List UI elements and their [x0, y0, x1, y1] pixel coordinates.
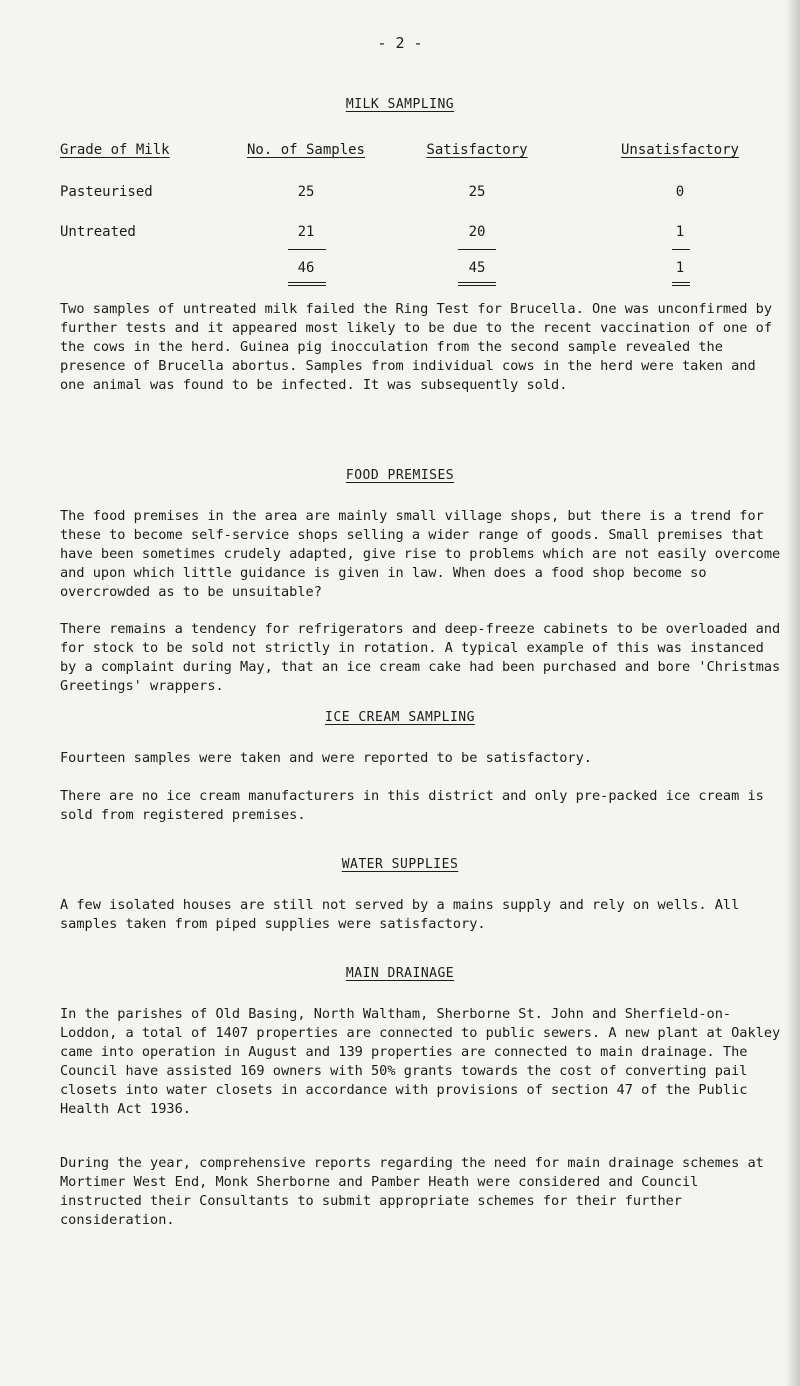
- table-row: [60, 184, 760, 204]
- ice-cream-paragraph: Fourteen samples were taken and were reported to be satisfactory.: [60, 750, 592, 766]
- subtotal-rule: [288, 249, 326, 250]
- total-double-rule: [672, 285, 690, 286]
- main-drainage-paragraph: During the year, comprehensive reports regarding the need for main drainage schemes at Mortimer West End, Monk Sherborne and Pamber Heath were considered and Council instructed their Consultants to submit appropriate schemes for their further consideration.: [60, 1155, 764, 1228]
- column-header-samples: No. of Samples: [246, 142, 365, 158]
- satisfactory-cell: 25: [468, 184, 486, 200]
- milk-sampling-heading: MILK SAMPLING: [345, 97, 455, 112]
- grade-cell: Pasteurised: [60, 184, 153, 200]
- column-header-satisfactory: Satisfactory: [426, 142, 528, 158]
- column-header-grade: Grade of Milk: [60, 142, 170, 158]
- total-unsatisfactory: 1: [675, 260, 685, 276]
- total-double-rule: [288, 285, 326, 286]
- water-supplies-heading: WATER SUPPLIES: [341, 857, 459, 872]
- samples-cell: 21: [297, 224, 315, 240]
- subtotal-rule: [672, 249, 690, 250]
- food-premises-paragraph: There remains a tendency for refrigerators and deep-freeze cabinets to be overloaded and for stock to be sold not strictly in rotation. A typical example of this was instanced by a complaint during May, that an ice cream cake had been purchased and bore 'Christmas Greetings' wrappers.: [60, 621, 781, 694]
- food-premises-paragraph: The food premises in the area are mainly small village shops, but there is a trend for these to become self-service shops selling a wider range of goods. Small premises that have been sometimes crudely adapted, give rise to problems which are not easily overcome and upon which little guidance is given in law. When does a food shop become so overcrowded as to be unsuitable?: [60, 508, 781, 600]
- samples-cell: 25: [297, 184, 315, 200]
- food-premises-heading: FOOD PREMISES: [345, 468, 455, 483]
- scan-edge-shadow: [786, 0, 800, 1386]
- table-row: [60, 224, 760, 244]
- table-header-row: [60, 142, 760, 162]
- main-drainage-paragraph: In the parishes of Old Basing, North Waltham, Sherborne St. John and Sherfield-on-Loddon, a total of 1407 properties are connected to public sewers. A new plant at Oakley came into operation in August and 139 properties are connected to main drainage. The Council have assisted 169 owners with 50% grants towards the cost of converting pail closets into water closets in accordance with provisions of section 47 of the Public Health Act 1936.: [60, 1006, 781, 1117]
- total-double-rule: [458, 285, 496, 286]
- milk-sampling-paragraph: Two samples of untreated milk failed the Ring Test for Brucella. One was unconfirmed by further tests and it appeared most likely to be due to the recent vaccination of one of the cows in the herd. Guinea pig inocculation from the second sample revealed the presence of Brucella abortus. Samples from individual cows in the herd were taken and one animal was found to be infected. It was subsequently sold.: [60, 301, 773, 393]
- total-double-rule: [458, 282, 496, 283]
- unsatisfactory-cell: 0: [675, 184, 685, 200]
- page-number: - 2 -: [377, 34, 423, 52]
- total-double-rule: [288, 282, 326, 283]
- grade-cell: Untreated: [60, 224, 136, 240]
- subtotal-rule: [458, 249, 496, 250]
- column-header-unsatisfactory: Unsatisfactory: [620, 142, 739, 158]
- water-supplies-paragraph: A few isolated houses are still not served by a mains supply and rely on wells. All samples taken from piped supplies were satisfactory.: [60, 897, 740, 932]
- totals-row: [60, 260, 760, 280]
- main-drainage-heading: MAIN DRAINAGE: [345, 966, 455, 981]
- unsatisfactory-cell: 1: [675, 224, 685, 240]
- total-double-rule: [672, 282, 690, 283]
- total-samples: 46: [297, 260, 315, 276]
- ice-cream-sampling-heading: ICE CREAM SAMPLING: [325, 710, 475, 725]
- ice-cream-paragraph: There are no ice cream manufacturers in this district and only pre-packed ice cream is sold from registered premises.: [60, 788, 764, 823]
- satisfactory-cell: 20: [468, 224, 486, 240]
- total-satisfactory: 45: [468, 260, 486, 276]
